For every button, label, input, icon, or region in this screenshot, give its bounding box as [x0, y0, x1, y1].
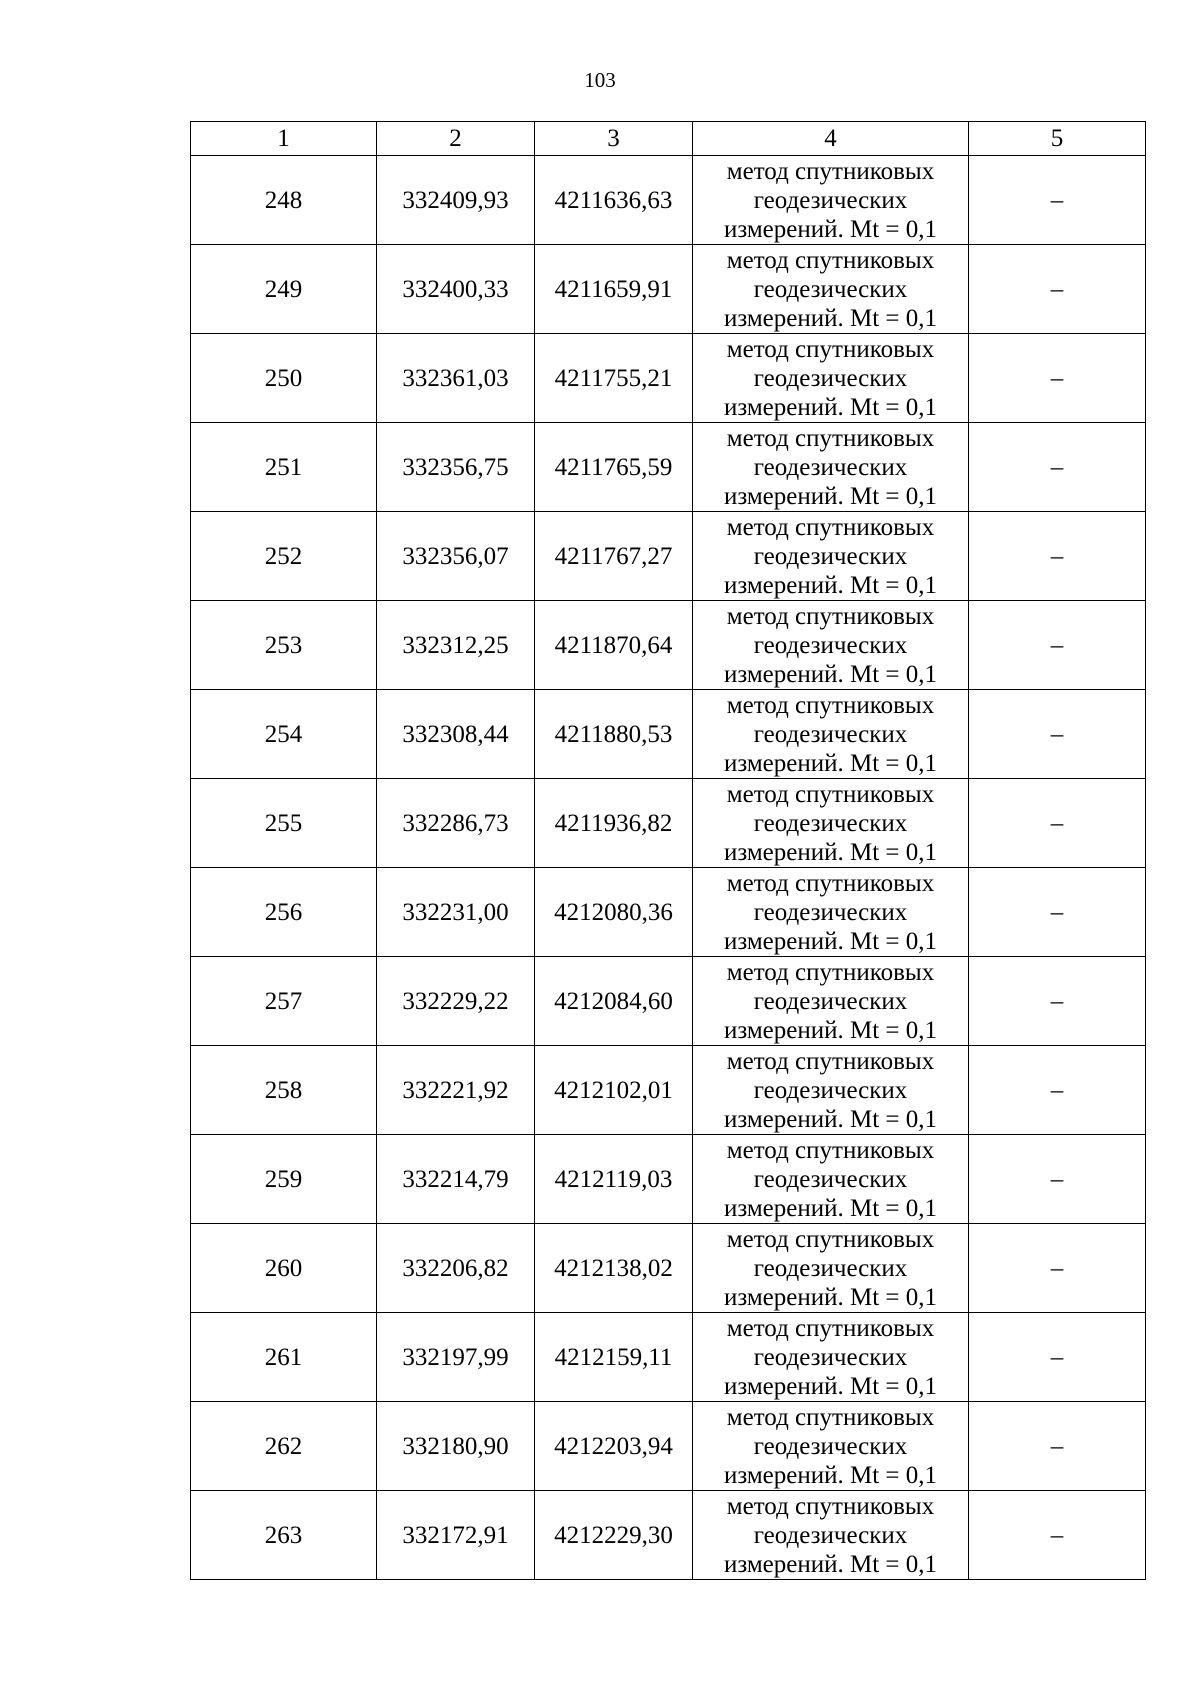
x-coordinate-cell: 332214,79 — [377, 1135, 535, 1224]
table-row — [191, 690, 1146, 779]
method-line-1: метод спутниковых — [726, 1492, 935, 1520]
method-cell — [693, 156, 969, 245]
note-cell: – — [969, 156, 1146, 245]
method-line-3: измерений. Mt = 0,1 — [723, 1372, 938, 1400]
method-line-3: измерений. Mt = 0,1 — [723, 660, 938, 688]
method-line-3: измерений. Mt = 0,1 — [723, 1283, 938, 1311]
header-cell-1: 1 — [191, 122, 377, 156]
y-coordinate-cell: 4212203,94 — [535, 1402, 693, 1491]
table-row — [191, 334, 1146, 423]
table-row — [191, 1046, 1146, 1135]
method-line-1: метод спутниковых — [726, 424, 935, 452]
method-line-2: геодезических — [753, 1254, 908, 1282]
y-coordinate-cell: 4212159,11 — [535, 1313, 693, 1402]
note-cell: – — [969, 423, 1146, 512]
x-coordinate-cell: 332221,92 — [377, 1046, 535, 1135]
method-line-1: метод спутниковых — [726, 246, 935, 274]
x-coordinate-cell: 332206,82 — [377, 1224, 535, 1313]
table-row — [191, 1224, 1146, 1313]
y-coordinate-cell: 4212102,01 — [535, 1046, 693, 1135]
table-row — [191, 868, 1146, 957]
y-coordinate-cell: 4211767,27 — [535, 512, 693, 601]
note-cell: – — [969, 601, 1146, 690]
header-cell-2: 2 — [377, 122, 535, 156]
point-number-cell: 262 — [191, 1402, 377, 1491]
method-cell — [693, 1046, 969, 1135]
method-line-2: геодезических — [753, 720, 908, 748]
method-line-2: геодезических — [753, 1076, 908, 1104]
method-line-1: метод спутниковых — [726, 157, 935, 185]
header-cell-3: 3 — [535, 122, 693, 156]
method-cell — [693, 1135, 969, 1224]
note-cell: – — [969, 690, 1146, 779]
point-number-cell: 259 — [191, 1135, 377, 1224]
method-line-3: измерений. Mt = 0,1 — [723, 927, 938, 955]
y-coordinate-cell: 4212138,02 — [535, 1224, 693, 1313]
method-cell — [693, 957, 969, 1046]
note-cell: – — [969, 1491, 1146, 1580]
x-coordinate-cell: 332229,22 — [377, 957, 535, 1046]
method-line-1: метод спутниковых — [726, 1225, 935, 1253]
method-line-1: метод спутниковых — [726, 602, 935, 630]
point-number-cell: 253 — [191, 601, 377, 690]
method-cell — [693, 1402, 969, 1491]
method-line-1: метод спутниковых — [726, 335, 935, 363]
method-cell — [693, 334, 969, 423]
table-row — [191, 245, 1146, 334]
method-line-1: метод спутниковых — [726, 1403, 935, 1431]
x-coordinate-cell: 332197,99 — [377, 1313, 535, 1402]
method-line-2: геодезических — [753, 987, 908, 1015]
method-line-2: геодезических — [753, 809, 908, 837]
method-cell — [693, 512, 969, 601]
coordinates-table — [190, 121, 1146, 1580]
note-cell: – — [969, 957, 1146, 1046]
method-line-2: геодезических — [753, 1521, 908, 1549]
y-coordinate-cell: 4212080,36 — [535, 868, 693, 957]
point-number-cell: 255 — [191, 779, 377, 868]
note-cell: – — [969, 1046, 1146, 1135]
method-line-2: геодезических — [753, 898, 908, 926]
method-line-1: метод спутниковых — [726, 869, 935, 897]
y-coordinate-cell: 4211880,53 — [535, 690, 693, 779]
method-cell — [693, 868, 969, 957]
x-coordinate-cell: 332231,00 — [377, 868, 535, 957]
method-cell — [693, 245, 969, 334]
note-cell: – — [969, 334, 1146, 423]
method-line-1: метод спутниковых — [726, 1136, 935, 1164]
note-cell: – — [969, 1135, 1146, 1224]
table-row — [191, 601, 1146, 690]
table-body — [191, 122, 1146, 1580]
point-number-cell: 260 — [191, 1224, 377, 1313]
method-line-2: геодезических — [753, 542, 908, 570]
point-number-cell: 251 — [191, 423, 377, 512]
note-cell: – — [969, 245, 1146, 334]
method-line-3: измерений. Mt = 0,1 — [723, 1105, 938, 1133]
table-row — [191, 1491, 1146, 1580]
method-cell — [693, 779, 969, 868]
method-cell — [693, 601, 969, 690]
method-cell — [693, 1313, 969, 1402]
method-line-2: геодезических — [753, 1165, 908, 1193]
x-coordinate-cell: 332400,33 — [377, 245, 535, 334]
table-row — [191, 512, 1146, 601]
method-line-3: измерений. Mt = 0,1 — [723, 571, 938, 599]
method-line-1: метод спутниковых — [726, 691, 935, 719]
table-row — [191, 1402, 1146, 1491]
header-cell-5: 5 — [969, 122, 1146, 156]
table-row — [191, 957, 1146, 1046]
note-cell: – — [969, 779, 1146, 868]
point-number-cell: 252 — [191, 512, 377, 601]
y-coordinate-cell: 4212119,03 — [535, 1135, 693, 1224]
table-row — [191, 1135, 1146, 1224]
point-number-cell: 254 — [191, 690, 377, 779]
y-coordinate-cell: 4211659,91 — [535, 245, 693, 334]
x-coordinate-cell: 332308,44 — [377, 690, 535, 779]
note-cell: – — [969, 512, 1146, 601]
y-coordinate-cell: 4211765,59 — [535, 423, 693, 512]
point-number-cell: 249 — [191, 245, 377, 334]
method-line-2: геодезических — [753, 1432, 908, 1460]
x-coordinate-cell: 332356,07 — [377, 512, 535, 601]
header-cell-4: 4 — [693, 122, 969, 156]
method-cell — [693, 690, 969, 779]
method-cell — [693, 1224, 969, 1313]
point-number-cell: 261 — [191, 1313, 377, 1402]
method-line-2: геодезических — [753, 453, 908, 481]
method-line-2: геодезических — [753, 364, 908, 392]
method-line-3: измерений. Mt = 0,1 — [723, 393, 938, 421]
table-row — [191, 423, 1146, 512]
x-coordinate-cell: 332286,73 — [377, 779, 535, 868]
method-line-3: измерений. Mt = 0,1 — [723, 1016, 938, 1044]
point-number-cell: 250 — [191, 334, 377, 423]
x-coordinate-cell: 332180,90 — [377, 1402, 535, 1491]
point-number-cell: 257 — [191, 957, 377, 1046]
method-line-3: измерений. Mt = 0,1 — [723, 304, 938, 332]
method-cell — [693, 423, 969, 512]
method-cell — [693, 1491, 969, 1580]
method-line-3: измерений. Mt = 0,1 — [723, 749, 938, 777]
note-cell: – — [969, 1224, 1146, 1313]
note-cell: – — [969, 868, 1146, 957]
point-number-cell: 258 — [191, 1046, 377, 1135]
x-coordinate-cell: 332356,75 — [377, 423, 535, 512]
method-line-2: геодезических — [753, 275, 908, 303]
table-row — [191, 156, 1146, 245]
point-number-cell: 263 — [191, 1491, 377, 1580]
table-header-row — [191, 122, 1146, 156]
point-number-cell: 248 — [191, 156, 377, 245]
method-line-1: метод спутниковых — [726, 1314, 935, 1342]
table-row — [191, 779, 1146, 868]
y-coordinate-cell: 4211936,82 — [535, 779, 693, 868]
method-line-3: измерений. Mt = 0,1 — [723, 1461, 938, 1489]
table-row — [191, 1313, 1146, 1402]
y-coordinate-cell: 4211870,64 — [535, 601, 693, 690]
note-cell: – — [969, 1313, 1146, 1402]
coordinates-table-wrapper — [190, 121, 1145, 1580]
x-coordinate-cell: 332172,91 — [377, 1491, 535, 1580]
point-number-cell: 256 — [191, 868, 377, 957]
method-line-1: метод спутниковых — [726, 1047, 935, 1075]
y-coordinate-cell: 4211755,21 — [535, 334, 693, 423]
x-coordinate-cell: 332409,93 — [377, 156, 535, 245]
method-line-1: метод спутниковых — [726, 780, 935, 808]
method-line-3: измерений. Mt = 0,1 — [723, 482, 938, 510]
method-line-2: геодезических — [753, 1343, 908, 1371]
method-line-3: измерений. Mt = 0,1 — [723, 1550, 938, 1578]
x-coordinate-cell: 332312,25 — [377, 601, 535, 690]
y-coordinate-cell: 4212229,30 — [535, 1491, 693, 1580]
method-line-3: измерений. Mt = 0,1 — [723, 838, 938, 866]
method-line-3: измерений. Mt = 0,1 — [723, 1194, 938, 1222]
x-coordinate-cell: 332361,03 — [377, 334, 535, 423]
method-line-1: метод спутниковых — [726, 958, 935, 986]
y-coordinate-cell: 4211636,63 — [535, 156, 693, 245]
method-line-3: измерений. Mt = 0,1 — [723, 215, 938, 243]
note-cell: – — [969, 1402, 1146, 1491]
method-line-2: геодезических — [753, 186, 908, 214]
y-coordinate-cell: 4212084,60 — [535, 957, 693, 1046]
method-line-1: метод спутниковых — [726, 513, 935, 541]
page-number: 103 — [584, 68, 616, 92]
method-line-2: геодезических — [753, 631, 908, 659]
